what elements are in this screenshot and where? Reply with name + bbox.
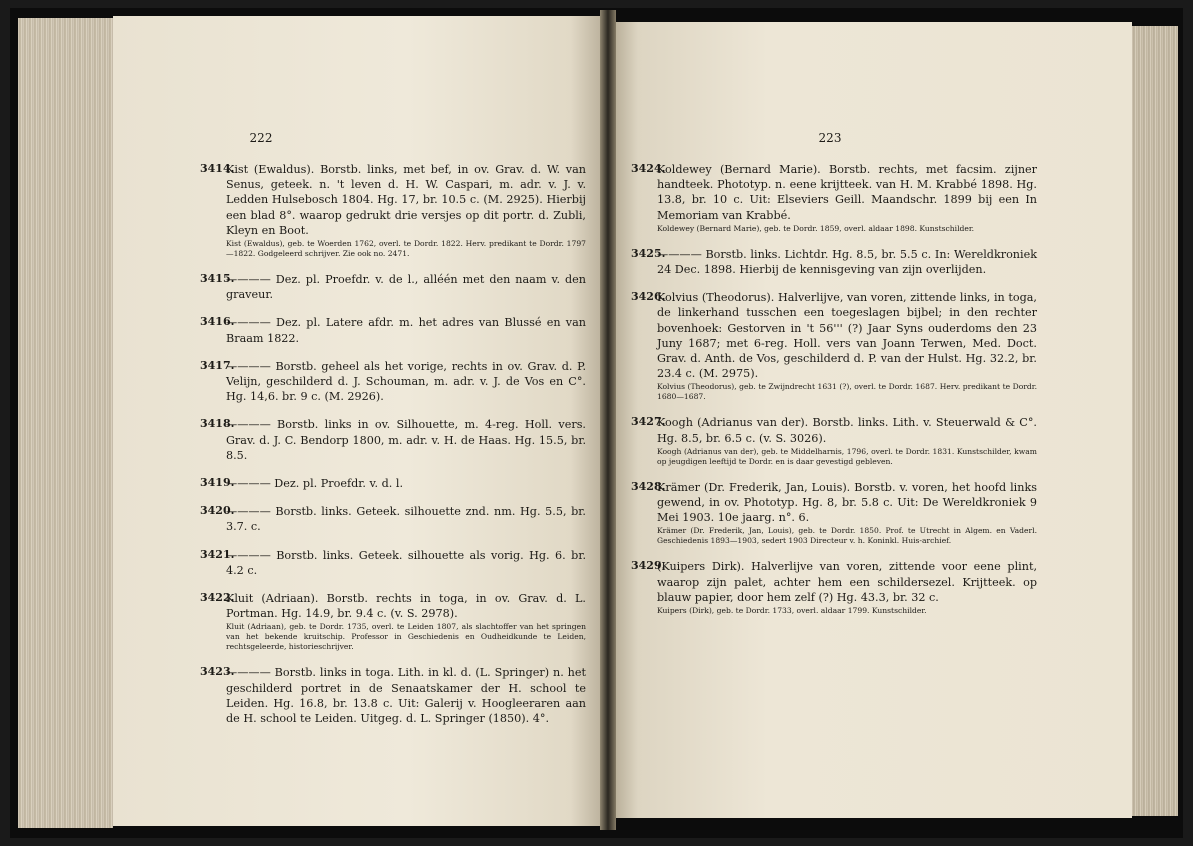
left-page <box>113 16 605 826</box>
entry-text: ———— Dez. pl. Proefdr. v. de l., alléén met den naam v. den graveur. <box>226 273 586 302</box>
entry-text: Koogh (Adrianus van der). Borstb. links. Lith. v. Steuerwald & C°. Hg. 8.5, br. 6.5 c. (v. S. 3026). <box>657 416 1037 445</box>
book-gutter <box>600 10 616 830</box>
entry-list <box>631 162 1037 629</box>
entry-note: Krämer (Dr. Frederik, Jan, Louis), geb. te Dordr. 1850. Prof. te Utrecht in Algem. en Vaderl. Geschiedenis 1893—1903, sedert 1903 Directeur v. h. Koninkl. Huis-archief. <box>657 526 1037 546</box>
entry <box>200 504 586 534</box>
entry-text: ———— Borstb. links in ov. Silhouette, m. 4-reg. Holl. vers. Grav. d. J. C. Bendorp 1800, m. adr. v. H. de Haas. Hg. 15.5, br. 8.5. <box>226 418 586 462</box>
entry <box>631 559 1037 616</box>
entry-note: Koldewey (Bernard Marie), geb. te Dordr. 1859, overl. aldaar 1898. Kunstschilder. <box>657 223 975 233</box>
entry <box>200 162 586 259</box>
entry-text: Krämer (Dr. Frederik, Jan, Louis). Borstb. v. voren, het hoofd links gewend, in ov. Phototyp. Hg. 8, br. 5.8 c. Uit: De Wereldkroniek 9 Mei 1903. 10e jaarg. n°. 6. <box>657 480 1037 525</box>
entry-list <box>200 162 586 739</box>
entry-text: Kluit (Adriaan). Borstb. rechts in toga, in ov. Grav. d. L. Portman. Hg. 14.9, br. 9.4 c. (v. S. 2978). <box>226 592 586 621</box>
entry <box>200 358 586 405</box>
entry-text: ———— Borstb. links. Geteek. silhouette znd. nm. Hg. 5.5, br. 3.7. c. <box>226 505 586 534</box>
entry-text: ———— Borstb. links in toga. Lith. in kl. d. (L. Springer) n. het geschilderd portret in de Senaatskamer der H. school te Leiden. Hg. 16.8, br. 13.8 c. Uit: Galerij v. Hoogleeraren aan de H. school te Leiden. Uitgeg. d. L. Springer (1850). 4°. <box>226 666 586 726</box>
entry-text: ———— Borstb. links. Lichtdr. Hg. 8.5, br. 5.5 c. In: Wereldkroniek 24 Dec. 1898. Hierbij de kennisgeving van zijn overlijden. <box>657 247 1037 277</box>
right-page-edges <box>1132 26 1178 816</box>
entry <box>631 162 1037 234</box>
entry-note: Koogh (Adrianus van der), geb. te Middelharnis, 1796, overl. te Dordr. 1831. Kunstschilder, kwam op jeugdigen leeftijd te Dordr. en is daar gevestigd gebleven. <box>657 446 1037 466</box>
entry-number: 3427. <box>631 415 666 429</box>
entry <box>200 417 586 463</box>
page-number: 223 <box>818 131 842 145</box>
entry-number: 3424. <box>631 162 666 175</box>
entry-text: (Kuipers Dirk). Halverlijve van voren, zittende voor eene plint, waarop zijn palet, achter hem een schildersezel. Krijtteek. op blauw papier, door hem zelf (?) Hg. 43.3, br. 32 c. <box>657 560 1037 604</box>
entry-number: 3418. <box>200 417 235 431</box>
entry-text: ———— Borstb. links. Geteek. silhouette als vorig. Hg. 6. br. 4.2 c. <box>226 548 586 577</box>
entry-number: 3414. <box>200 162 235 175</box>
entry-number: 3429. <box>631 559 666 573</box>
left-page-edges <box>18 18 113 828</box>
entry-text: Kolvius (Theodorus). Halverlijve, van voren, zittende links, in toga, de linkerhand tusschen een toegeslagen bijbel; in den rechter bovenhoek: Gestorven in 't 56''' (?) Jaar Syns ouderdoms den 23 Juny 1687; met 6-reg. Holl. vers van Joann Terwen, Med. Doct. Grav. d. Anth. de Vos, geschilderd d. P. van der Hulst. Hg. 32.2, br. 23.4 c. (M. 2975). <box>657 291 1037 381</box>
entry <box>200 665 586 726</box>
entry-number: 3423. <box>200 665 235 679</box>
entry-text: ———— Dez. pl. Latere afdr. m. het adres van Blussé en van Braam 1822. <box>226 316 586 345</box>
entry-number: 3421. <box>200 547 235 561</box>
entry-number: 3416. <box>200 315 235 329</box>
entry-note: Kuipers (Dirk), geb. te Dordr. 1733, overl. aldaar 1799. Kunstschilder. <box>657 606 927 616</box>
entry-number: 3426. <box>631 290 666 304</box>
entry <box>631 415 1037 466</box>
entry-text: ———— Dez. pl. Proefdr. v. d. l. <box>226 477 404 491</box>
entry-number: 3419. <box>200 476 235 490</box>
entry-number: 3415. <box>200 272 235 286</box>
entry-note: Kist (Ewaldus), geb. te Woerden 1762, overl. te Dordr. 1822. Herv. predikant te Dordr. 1797—1822. Godgeleerd schrijver. Zie ook no. 2471. <box>226 239 586 259</box>
entry-note: Kluit (Adriaan), geb. te Dordr. 1735, overl. te Leiden 1807, als slachtoffer van het springen van het bekende kruitschip. Professor in Geschiedenis en Oudheidkunde te Leiden, rechtsgeleerde, historieschrijver. <box>226 622 586 652</box>
entry <box>631 479 1037 547</box>
page-number: 222 <box>249 131 273 145</box>
entry <box>200 272 586 302</box>
entry-text: Kist (Ewaldus). Borstb. links, met bef, in ov. Grav. d. W. van Senus, geteek. n. 't leven d. H. W. Caspari, m. adr. v. J. v. Ledden Hulsebosch 1804. Hg. 17, br. 10.5 c. (M. 2925). Hierbij een blad 8°. waarop gedrukt drie versjes op dit portr. d. Zubli, Kleyn en Boot. <box>226 163 586 237</box>
entry <box>631 290 1037 402</box>
entry <box>200 476 586 491</box>
entry-number: 3422. <box>200 591 235 605</box>
entry-number: 3417. <box>200 358 235 372</box>
entry <box>200 547 586 578</box>
entry-number: 3428. <box>631 479 666 493</box>
entry-number: 3420. <box>200 504 235 518</box>
entry <box>200 315 586 345</box>
entry-number: 3425. <box>631 246 666 260</box>
entry <box>631 246 1037 277</box>
right-page <box>612 22 1132 818</box>
entry <box>200 591 586 652</box>
entry-note: Kolvius (Theodorus), geb. te Zwijndrecht 1631 (?), overl. te Dordr. 1687. Herv. predikant te Dordr. 1680—1687. <box>657 382 1037 402</box>
entry-text: ———— Borstb. geheel als het vorige, rechts in ov. Grav. d. P. Velijn, geschilderd d. J. Schouman, m. adr. v. J. de Vos en C°. Hg. 14,6. br. 9 c. (M. 2926). <box>226 359 586 404</box>
entry-text: Koldewey (Bernard Marie). Borstb. rechts, met facsim. zijner handteek. Phototyp. n. eene krijtteek. van H. M. Krabbé 1898. Hg. 13.8, br. 10 c. Uit: Elseviers Geill. Maandschr. 1899 bij een In Memoriam van Krabbé. <box>657 163 1037 222</box>
